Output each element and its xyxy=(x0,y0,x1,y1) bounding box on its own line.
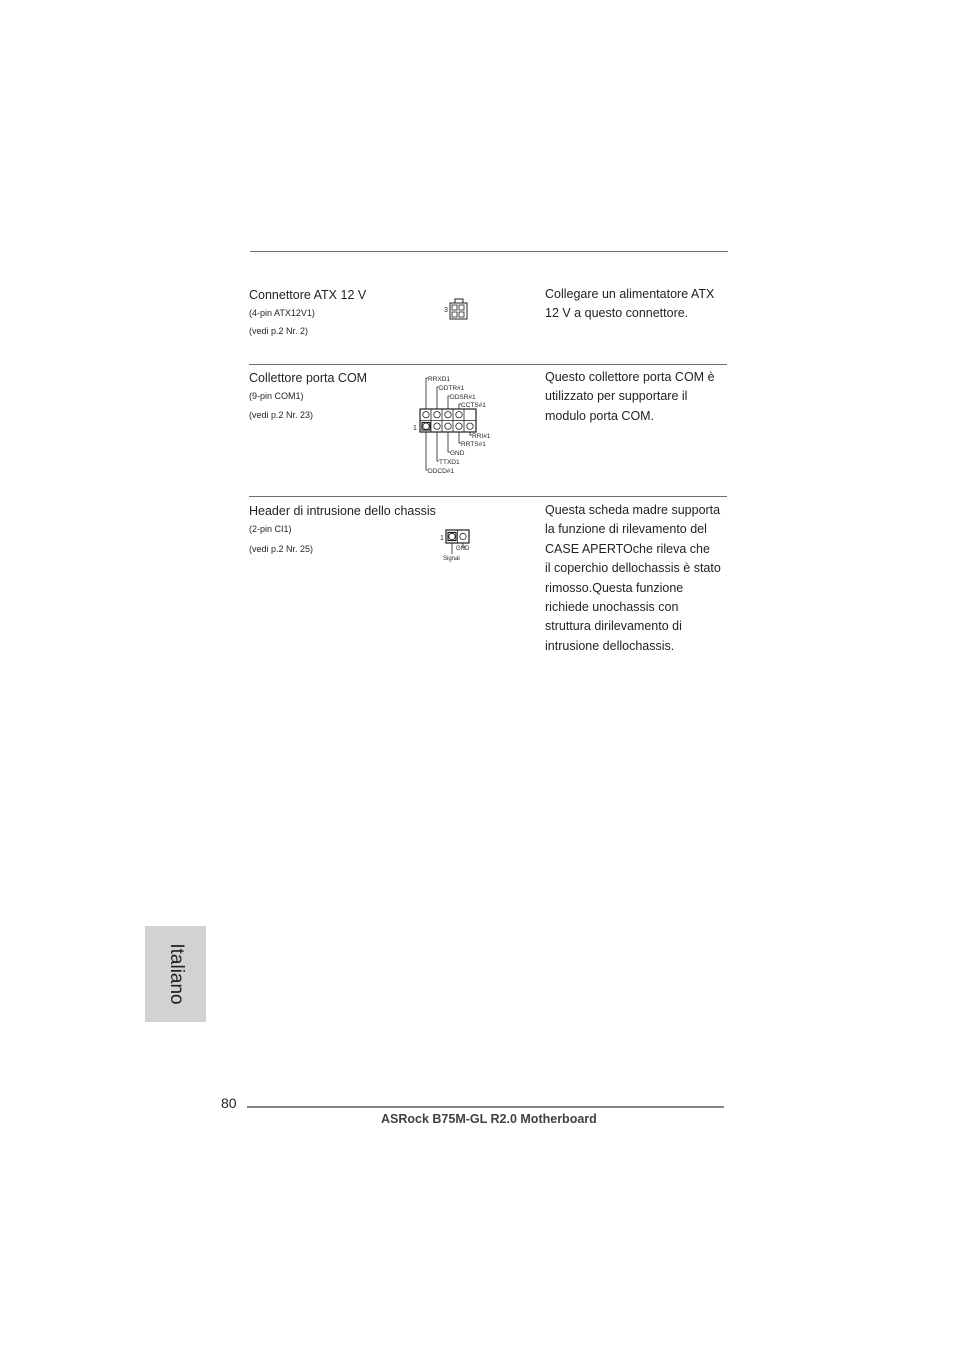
chassis-intrusion-header-diagram xyxy=(438,527,478,563)
pin-label: RRI#1 xyxy=(472,433,491,440)
atx12v-connector-diagram xyxy=(442,297,472,323)
pin xyxy=(452,312,457,317)
pin-spec: (4-pin ATX12V1) xyxy=(249,308,315,318)
pin-label: RRTS#1 xyxy=(461,441,486,448)
pin xyxy=(445,423,451,429)
section-divider xyxy=(249,364,727,365)
pin xyxy=(456,412,462,418)
footer-rule xyxy=(247,1106,724,1108)
pin-label: GND xyxy=(456,546,470,552)
page-reference: (vedi p.2 Nr. 25) xyxy=(249,544,314,554)
top-rule xyxy=(250,251,728,252)
section-divider xyxy=(249,496,727,497)
language-label: Italiano xyxy=(165,943,187,1005)
section-title: Header di intrusione dello chassis xyxy=(249,504,436,518)
section-description: Collegare un alimentatore ATX 12 V a questo connettore. xyxy=(545,287,715,321)
pin1-label: 1 xyxy=(440,535,444,542)
section-title: Collettore porta COM xyxy=(249,371,368,385)
pin-label: TTXD1 xyxy=(439,459,460,466)
pin xyxy=(434,412,440,418)
pin-label: CCTS#1 xyxy=(461,402,486,409)
pin xyxy=(434,423,440,429)
footer-product-name: ASRock B75M-GL R2.0 Motherboard xyxy=(381,1112,597,1126)
pin1-label: 3 xyxy=(444,307,448,314)
page-number: 80 xyxy=(221,1095,237,1111)
pin-label: GND xyxy=(450,450,465,457)
pin xyxy=(423,423,429,429)
pin xyxy=(445,412,451,418)
pin xyxy=(459,305,464,310)
page-reference: (vedi p.2 Nr. 23) xyxy=(249,410,314,420)
pin-label: DDCD#1 xyxy=(428,468,455,475)
connector-latch xyxy=(455,299,463,303)
page-reference: (vedi p.2 Nr. 2) xyxy=(249,326,309,336)
pin-label: RRXD1 xyxy=(428,376,451,383)
pin-spec: (2-pin CI1) xyxy=(249,524,292,534)
section-title: Connettore ATX 12 V xyxy=(249,288,367,302)
pin xyxy=(456,423,462,429)
pin xyxy=(460,533,466,539)
language-side-tab xyxy=(145,926,206,1022)
pin-label: DDSR#1 xyxy=(450,394,476,401)
pin xyxy=(449,533,455,539)
pin-label: Signal xyxy=(443,556,460,562)
pin xyxy=(467,423,473,429)
pin-spec: (9-pin COM1) xyxy=(249,391,304,401)
section-description: Questa scheda madre supporta la funzione di rilevamento del CASE APERTOche rileva che il coperchio dellochassis è stato rimosso.Questa funzione richiede unochassis con struttura dirilevamento di intrusione dellochassis. xyxy=(545,503,721,653)
pin-label: DDTR#1 xyxy=(439,385,465,392)
pin xyxy=(452,305,457,310)
com-header-diagram xyxy=(412,372,502,476)
pin xyxy=(423,412,429,418)
section-description: Questo collettore porta COM è utilizzato per supportare il modulo porta COM. xyxy=(545,370,715,423)
pin xyxy=(459,312,464,317)
pin1-label: 1 xyxy=(413,425,417,432)
